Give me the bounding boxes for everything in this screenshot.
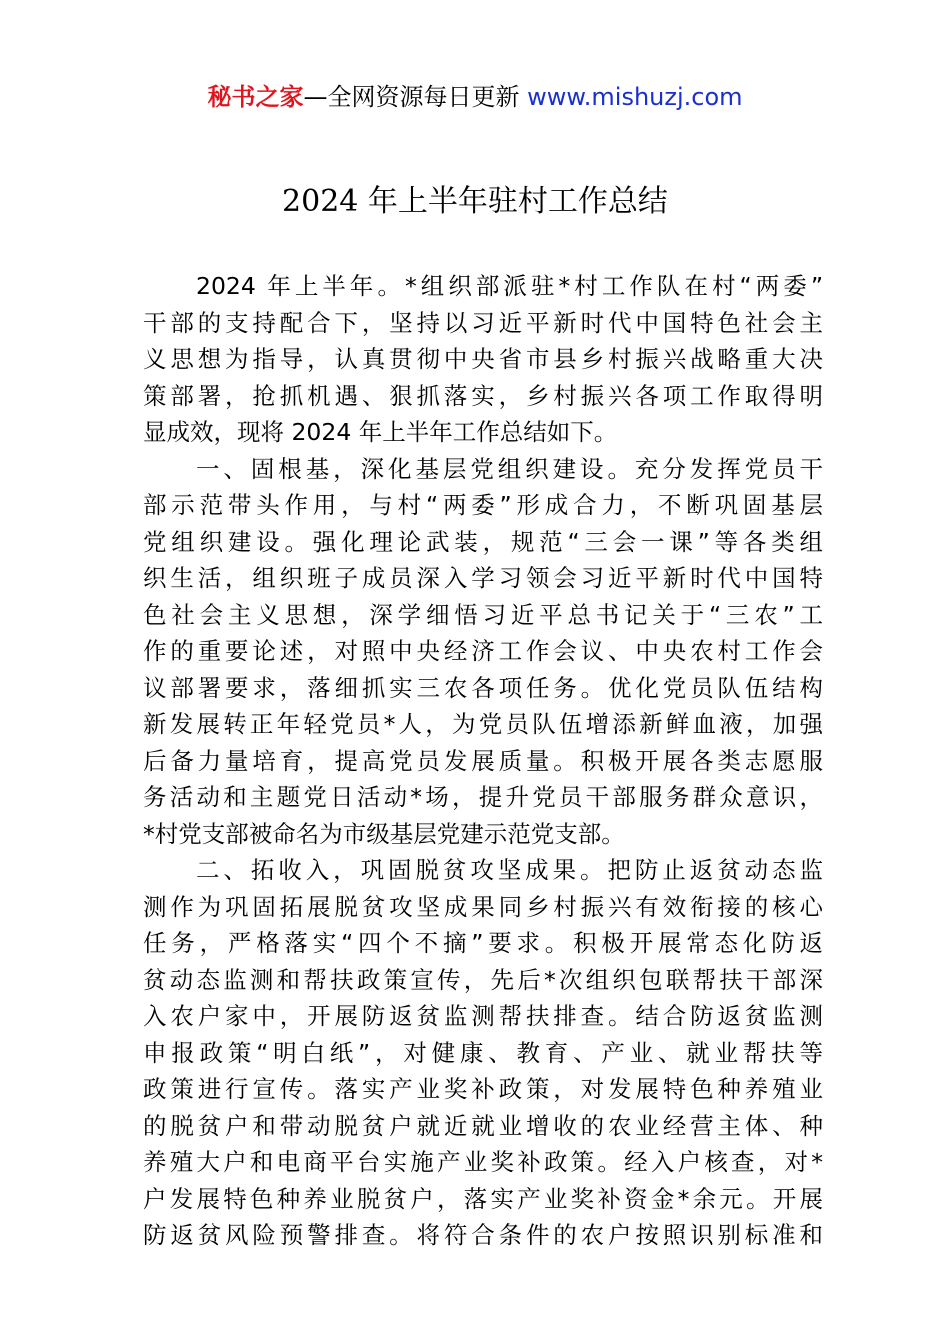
text-line: 作的重要论述，对照中央经济工作会议、中央农村工作会 [143, 637, 823, 665]
text-line: 2024 年上半年。*组织部派驻*村工作队在村“两委” [196, 272, 823, 300]
text-line: 策部署，抢抓机遇、狠抓落实，乡村振兴各项工作取得明 [143, 381, 823, 410]
text-line: 党组织建设。强化理论武装，规范“三会一课”等各类组 [143, 527, 823, 556]
document-title: 2024 年上半年驻村工作总结 [282, 184, 668, 219]
text-line: 色社会主义思想，深学细悟习近平总书记关于“三农”工 [143, 600, 823, 629]
text-line: 申报政策“明白纸”，对健康、教育、产业、就业帮扶等 [143, 1038, 823, 1067]
text-line: 显成效，现将 2024 年上半年工作总结如下。 [143, 418, 618, 446]
text-line: 的脱贫户和带动脱贫户就近就业增收的农业经营主体、种 [143, 1111, 823, 1140]
paragraph-section-1 [143, 451, 823, 853]
text-line: 务活动和主题党日活动*场，提升党员干部服务群众意识， [143, 783, 823, 811]
text-line: 贫动态监测和帮扶政策宣传，先后*次组织包联帮扶干部深 [143, 965, 823, 994]
site-url-link[interactable]: www.mishuzj.com [527, 83, 743, 111]
text-line: 义思想为指导，认真贯彻中央省市县乡村振兴战略重大决 [143, 345, 823, 373]
text-line: 新发展转正年轻党员*人，为党员队伍增添新鲜血液，加强 [143, 710, 823, 738]
text-line: 一、固根基，深化基层党组织建设。充分发挥党员干 [196, 454, 823, 483]
site-header [0, 80, 950, 114]
document-body [143, 268, 823, 1254]
text-line: 干部的支持配合下，坚持以习近平新时代中国特色社会主 [143, 308, 823, 337]
paragraph-intro [143, 268, 823, 451]
text-line: 防返贫风险预警排查。将符合条件的农户按照识别标准和 [143, 1221, 823, 1249]
text-line: 养殖大户和电商平台实施产业奖补政策。经入户核查，对* [143, 1148, 823, 1176]
brand-name: 秘书之家 [207, 83, 304, 111]
text-line: 部示范带头作用，与村“两委”形成合力，不断巩固基层 [143, 491, 823, 519]
text-line: *村党支部被命名为市级基层党建示范党支部。 [143, 819, 625, 848]
text-line: 议部署要求，落细抓实三农各项任务。优化党员队伍结构 [143, 673, 823, 702]
text-line: 测作为巩固拓展脱贫攻坚成果同乡村振兴有效衔接的核心 [143, 892, 823, 921]
text-line: 后备力量培育，提高党员发展质量。积极开展各类志愿服 [143, 746, 823, 775]
text-line: 政策进行宣传。落实产业奖补政策，对发展特色种养殖业 [143, 1075, 823, 1103]
text-line: 任务，严格落实“四个不摘”要求。积极开展常态化防返 [143, 929, 823, 957]
paragraph-section-2 [143, 852, 823, 1254]
text-line: 户发展特色种养业脱贫户，落实产业奖补资金*余元。开展 [143, 1184, 823, 1213]
text-line: 二、拓收入，巩固脱贫攻坚成果。把防止返贫动态监 [196, 856, 823, 884]
text-line: 织生活，组织班子成员深入学习领会习近平新时代中国特 [143, 564, 823, 592]
header-slogan: —全网资源每日更新 [303, 83, 528, 111]
text-line: 入农户家中，开展防返贫监测帮扶排查。结合防返贫监测 [143, 1002, 823, 1030]
